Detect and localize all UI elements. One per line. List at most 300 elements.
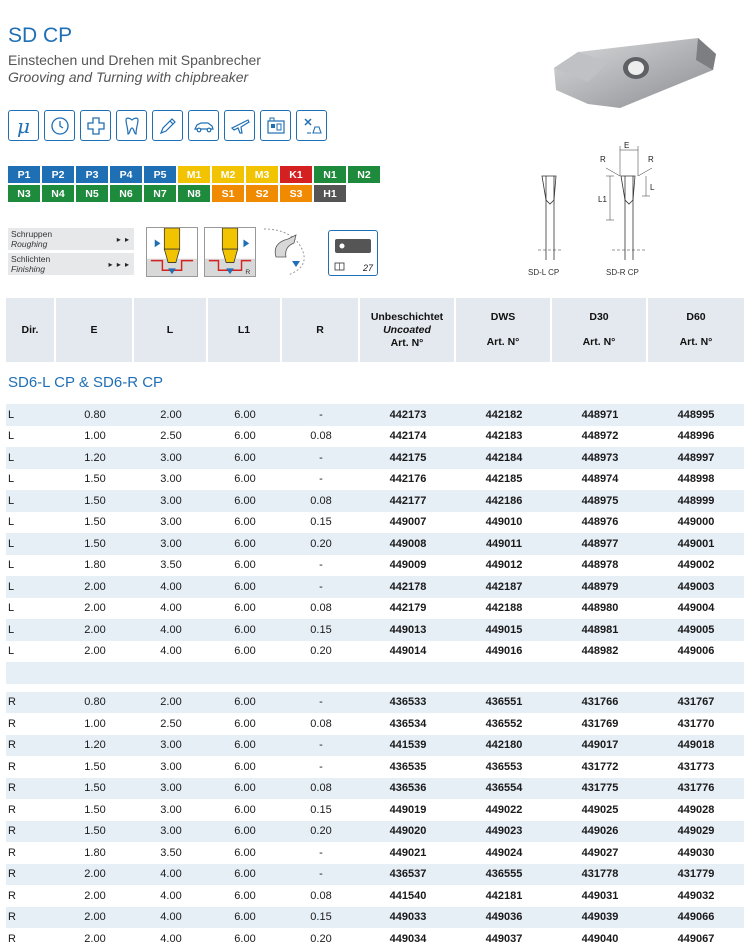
cell-l: 2.50: [160, 717, 182, 730]
cell-b: 436554: [485, 782, 523, 795]
material-chip-h1: H1: [314, 185, 346, 202]
cell-dir: R: [8, 846, 16, 859]
cell-dir: R: [8, 825, 16, 838]
cell-a: 442178: [389, 580, 427, 593]
cell-b: 449024: [485, 846, 523, 859]
header-uncoated-en: Uncoated: [383, 323, 431, 336]
cell-b: 436551: [485, 696, 523, 709]
cell-d: 449005: [677, 623, 715, 636]
cell-l: 4.00: [160, 868, 182, 881]
cell-l1: 6.00: [234, 602, 256, 615]
header-uncoated-de: Unbeschichtet: [370, 310, 444, 323]
cell-r: -: [319, 451, 323, 464]
cell-l1: 6.00: [234, 889, 256, 902]
clock-icon: [44, 110, 75, 141]
cell-d: 449004: [677, 602, 715, 615]
cell-b: 449023: [485, 825, 523, 838]
subtitle-english: Grooving and Turning with chipbreaker: [8, 69, 249, 85]
svg-text:R: R: [600, 155, 606, 164]
material-chip-n4: N4: [42, 185, 74, 202]
cell-l: 4.00: [160, 645, 182, 658]
cell-c: 449039: [581, 911, 619, 924]
cell-e: 1.80: [84, 559, 106, 572]
cell-a: 449033: [389, 911, 427, 924]
cell-b: 442186: [485, 494, 523, 507]
cell-l: 3.00: [160, 473, 182, 486]
cell-l: 4.00: [160, 932, 182, 945]
cell-e: 2.00: [84, 932, 106, 945]
svg-text:R: R: [245, 269, 251, 276]
header-d30-art: Art. N°: [582, 336, 616, 348]
cell-e: 2.00: [84, 580, 106, 593]
cell-l1: 6.00: [234, 451, 256, 464]
cell-d: 449018: [677, 739, 715, 752]
roughing-arrows-icon: ▸ ▸: [116, 234, 130, 244]
drawing-label-left: SD-L CP: [528, 268, 560, 277]
material-chip-n2: N2: [348, 166, 380, 183]
cell-l1: 6.00: [234, 408, 256, 421]
article-table: [6, 404, 744, 950]
cell-r: 0.08: [310, 717, 332, 730]
table-row: [6, 533, 744, 555]
cell-d: 431773: [677, 760, 715, 773]
table-row: [6, 885, 744, 907]
product-insert-image: [548, 30, 718, 110]
cell-dir: L: [8, 494, 15, 507]
material-chip-n6: N6: [110, 185, 142, 202]
table-row: [6, 598, 744, 620]
material-chip-n8: N8: [178, 185, 210, 202]
material-chip-n5: N5: [76, 185, 108, 202]
cell-dir: R: [8, 803, 16, 816]
table-row: [6, 426, 744, 448]
cell-c: 448974: [581, 473, 619, 486]
cell-l: 3.00: [160, 825, 182, 838]
table-row: [6, 756, 744, 778]
svg-text:L1: L1: [598, 195, 607, 204]
cell-d: 431767: [677, 696, 715, 709]
material-chip-n7: N7: [144, 185, 176, 202]
header-dws-label: DWS: [490, 311, 516, 323]
material-chip-n1: N1: [314, 166, 346, 183]
cell-l1: 6.00: [234, 696, 256, 709]
application-icons: [8, 110, 327, 141]
finishing-row: [8, 253, 134, 275]
material-chip-s3: S3: [280, 185, 312, 202]
cell-l1: 6.00: [234, 537, 256, 550]
medical-cross-icon: [80, 110, 111, 141]
cell-e: 1.50: [84, 825, 106, 838]
header-l1: L1: [208, 298, 282, 362]
table-row: [6, 735, 744, 757]
cell-dir: L: [8, 602, 15, 615]
table-row: [6, 821, 744, 843]
cell-r: 0.15: [310, 911, 332, 924]
cell-c: 448971: [581, 408, 619, 421]
table-row: [6, 842, 744, 864]
header-dws-art: Art. N°: [486, 336, 520, 348]
material-chip-n3: N3: [8, 185, 40, 202]
chipbreaker-page-number: 27: [362, 263, 373, 273]
table-header: [6, 298, 744, 362]
cell-dir: L: [8, 537, 15, 550]
table-row: [6, 778, 744, 800]
cell-e: 2.00: [84, 623, 106, 636]
material-grid: [8, 166, 380, 204]
cell-r: -: [319, 408, 323, 421]
cell-a: 442175: [389, 451, 427, 464]
cell-b: 442182: [485, 408, 523, 421]
cell-dir: L: [8, 623, 15, 636]
cell-r: 0.20: [310, 645, 332, 658]
cell-d: 449003: [677, 580, 715, 593]
cell-d: 449029: [677, 825, 715, 838]
cell-d: 449067: [677, 932, 715, 945]
cell-l1: 6.00: [234, 645, 256, 658]
cell-e: 2.00: [84, 911, 106, 924]
cell-l: 3.00: [160, 760, 182, 773]
header-d60: [648, 298, 744, 362]
svg-text:L: L: [650, 183, 655, 192]
roughing-row: [8, 228, 134, 250]
page-title: SD CP: [8, 24, 73, 47]
cell-b: 449037: [485, 932, 523, 945]
material-row-2: [8, 185, 380, 202]
cell-b: 442185: [485, 473, 523, 486]
cell-d: 431779: [677, 868, 715, 881]
table-row: [6, 576, 744, 598]
cell-l1: 6.00: [234, 430, 256, 443]
cell-dir: L: [8, 559, 15, 572]
header-uncoated-art: Art. N°: [390, 336, 424, 349]
cell-c: 431772: [581, 760, 619, 773]
cell-l1: 6.00: [234, 559, 256, 572]
cell-e: 1.50: [84, 803, 106, 816]
cell-d: 431776: [677, 782, 715, 795]
cell-r: -: [319, 846, 323, 859]
cell-b: 442188: [485, 602, 523, 615]
cell-e: 0.80: [84, 696, 106, 709]
cell-l: 3.00: [160, 516, 182, 529]
cell-d: 448999: [677, 494, 715, 507]
cell-r: -: [319, 739, 323, 752]
cell-r: 0.15: [310, 623, 332, 636]
cell-e: 0.80: [84, 408, 106, 421]
cell-d: 448997: [677, 451, 715, 464]
cell-d: 449028: [677, 803, 715, 816]
cell-dir: L: [8, 580, 15, 593]
cell-l: 4.00: [160, 602, 182, 615]
material-chip-p3: P3: [76, 166, 108, 183]
cell-c: 431778: [581, 868, 619, 881]
cell-l1: 6.00: [234, 623, 256, 636]
cell-c: 448980: [581, 602, 619, 615]
table-row: [6, 555, 744, 577]
material-chip-p4: P4: [110, 166, 142, 183]
cell-a: 442179: [389, 602, 427, 615]
cell-b: 449015: [485, 623, 523, 636]
table-row: [6, 404, 744, 426]
cell-l: 3.00: [160, 739, 182, 752]
cell-e: 2.00: [84, 889, 106, 902]
cell-l1: 6.00: [234, 580, 256, 593]
cell-c: 448981: [581, 623, 619, 636]
cell-a: 442174: [389, 430, 427, 443]
material-chip-s2: S2: [246, 185, 278, 202]
finishing-arrows-icon: ▸ ▸ ▸: [108, 259, 130, 269]
table-row: [6, 928, 744, 950]
cell-e: 2.00: [84, 602, 106, 615]
material-chip-p5: P5: [144, 166, 176, 183]
operation-icons: [146, 227, 314, 277]
cell-c: 448982: [581, 645, 619, 658]
table-gap: [6, 684, 744, 692]
pen-icon: [152, 110, 183, 141]
cell-b: 442181: [485, 889, 523, 902]
cell-l: 4.00: [160, 911, 182, 924]
cell-l1: 6.00: [234, 825, 256, 838]
airplane-icon: [224, 110, 255, 141]
cell-e: 1.50: [84, 537, 106, 550]
cell-l1: 6.00: [234, 760, 256, 773]
cell-a: 442177: [389, 494, 427, 507]
material-row-1: [8, 166, 380, 183]
cell-a: 442173: [389, 408, 427, 421]
cell-b: 442180: [485, 739, 523, 752]
material-chip-m2: M2: [212, 166, 244, 183]
header-dws: [456, 298, 552, 362]
cell-a: 449013: [389, 623, 427, 636]
header-l: L: [134, 298, 208, 362]
cell-c: 449017: [581, 739, 619, 752]
machining-mode-legend: [8, 228, 134, 278]
material-chip-m1: M1: [178, 166, 210, 183]
cell-a: 436536: [389, 782, 427, 795]
table-row: [6, 619, 744, 641]
cell-d: 449006: [677, 645, 715, 658]
cell-l1: 6.00: [234, 782, 256, 795]
svg-text:R: R: [648, 155, 654, 164]
cell-b: 449036: [485, 911, 523, 924]
header-d30-label: D30: [589, 311, 609, 323]
cell-r: 0.08: [310, 782, 332, 795]
cell-r: -: [319, 473, 323, 486]
cell-c: 448977: [581, 537, 619, 550]
cell-r: 0.08: [310, 602, 332, 615]
cell-r: 0.15: [310, 516, 332, 529]
cell-c: 449031: [581, 889, 619, 902]
cell-l1: 6.00: [234, 868, 256, 881]
finishing-label-de: Schlichten: [11, 254, 51, 264]
table-row: [6, 713, 744, 735]
cell-d: 448998: [677, 473, 715, 486]
cell-l: 2.50: [160, 430, 182, 443]
grooving-operation-icon: [146, 227, 198, 277]
cell-a: 436537: [389, 868, 427, 881]
cell-c: 431775: [581, 782, 619, 795]
cell-dir: R: [8, 868, 16, 881]
cell-e: 1.50: [84, 494, 106, 507]
cell-l1: 6.00: [234, 473, 256, 486]
cell-a: 442176: [389, 473, 427, 486]
cell-b: 449016: [485, 645, 523, 658]
cell-dir: R: [8, 696, 16, 709]
cell-b: 449011: [485, 537, 523, 550]
header-d60-art: Art. N°: [679, 336, 713, 348]
cell-e: 2.00: [84, 868, 106, 881]
cell-c: 449040: [581, 932, 619, 945]
cell-e: 2.00: [84, 645, 106, 658]
cell-l: 2.00: [160, 696, 182, 709]
cell-l1: 6.00: [234, 911, 256, 924]
cell-r: 0.20: [310, 932, 332, 945]
cell-c: 448972: [581, 430, 619, 443]
cell-l1: 6.00: [234, 516, 256, 529]
cell-dir: R: [8, 932, 16, 945]
cell-b: 442184: [485, 451, 523, 464]
cell-r: 0.20: [310, 537, 332, 550]
header-d60-label: D60: [686, 311, 706, 323]
cell-c: 431766: [581, 696, 619, 709]
cell-a: 449014: [389, 645, 427, 658]
table-row: [6, 692, 744, 714]
cell-e: 1.50: [84, 760, 106, 773]
cell-dir: R: [8, 760, 16, 773]
turning-operation-icon: [204, 227, 256, 277]
cell-r: 0.20: [310, 825, 332, 838]
cell-dir: L: [8, 408, 15, 421]
cell-r: 0.08: [310, 430, 332, 443]
table-row: [6, 799, 744, 821]
cell-b: 436555: [485, 868, 523, 881]
cell-d: 431770: [677, 717, 715, 730]
cell-d: 449032: [677, 889, 715, 902]
cell-e: 1.00: [84, 430, 106, 443]
cell-dir: L: [8, 473, 15, 486]
table-row: [6, 490, 744, 512]
cell-b: 449022: [485, 803, 523, 816]
cell-dir: R: [8, 782, 16, 795]
cell-e: 1.80: [84, 846, 106, 859]
cell-c: 431769: [581, 717, 619, 730]
cell-b: 449010: [485, 516, 523, 529]
section-title: SD6-L CP & SD6-R CP: [8, 374, 164, 391]
cell-b: 442183: [485, 430, 523, 443]
car-icon: [188, 110, 219, 141]
cell-l: 4.00: [160, 889, 182, 902]
cell-a: 436535: [389, 760, 427, 773]
cell-dir: L: [8, 645, 15, 658]
cell-c: 449027: [581, 846, 619, 859]
cell-e: 1.20: [84, 451, 106, 464]
cell-d: 449030: [677, 846, 715, 859]
technical-drawing: [510, 140, 670, 285]
cell-l: 3.00: [160, 451, 182, 464]
cell-a: 449009: [389, 559, 427, 572]
cell-b: 436552: [485, 717, 523, 730]
cell-a: 449007: [389, 516, 427, 529]
cell-d: 449001: [677, 537, 715, 550]
cell-l1: 6.00: [234, 932, 256, 945]
material-chip-p2: P2: [42, 166, 74, 183]
micro-icon: μ: [8, 110, 39, 141]
table-row: [6, 864, 744, 886]
cell-r: 0.15: [310, 803, 332, 816]
material-chip-s1: S1: [212, 185, 244, 202]
material-chip-p1: P1: [8, 166, 40, 183]
cell-c: 448973: [581, 451, 619, 464]
table-row: [6, 907, 744, 929]
header-uncoated: [360, 298, 456, 362]
profiling-operation-icon: [262, 227, 314, 277]
cell-l: 3.00: [160, 494, 182, 507]
cell-l1: 6.00: [234, 494, 256, 507]
cell-l1: 6.00: [234, 739, 256, 752]
cell-c: 449025: [581, 803, 619, 816]
subtitle-german: Einstechen und Drehen mit Spanbrecher: [8, 52, 261, 68]
cell-c: 448978: [581, 559, 619, 572]
cell-l: 3.00: [160, 782, 182, 795]
cell-l1: 6.00: [234, 803, 256, 816]
cell-a: 441540: [389, 889, 427, 902]
header-e: E: [56, 298, 134, 362]
cell-d: 448995: [677, 408, 715, 421]
tooth-icon: [116, 110, 147, 141]
tools-icon: [296, 110, 327, 141]
cell-e: 1.00: [84, 717, 106, 730]
cell-dir: R: [8, 739, 16, 752]
material-chip-k1: K1: [280, 166, 312, 183]
table-row: [6, 512, 744, 534]
cell-a: 449008: [389, 537, 427, 550]
cell-a: 449019: [389, 803, 427, 816]
roughing-label-en: Roughing: [11, 239, 48, 249]
cell-e: 1.50: [84, 516, 106, 529]
cell-l: 4.00: [160, 623, 182, 636]
cell-b: 436553: [485, 760, 523, 773]
cell-a: 449034: [389, 932, 427, 945]
cell-d: 449066: [677, 911, 715, 924]
cell-dir: R: [8, 911, 16, 924]
cell-e: 1.50: [84, 473, 106, 486]
cell-d: 449000: [677, 516, 715, 529]
cell-r: -: [319, 760, 323, 773]
header-dir: Dir.: [6, 298, 56, 362]
svg-text:E: E: [624, 141, 630, 150]
cell-c: 449026: [581, 825, 619, 838]
header-d30: [552, 298, 648, 362]
cell-l: 4.00: [160, 580, 182, 593]
cell-e: 1.50: [84, 782, 106, 795]
cell-dir: R: [8, 889, 16, 902]
cell-dir: L: [8, 451, 15, 464]
cell-a: 449021: [389, 846, 427, 859]
chipbreaker-reference: [328, 230, 378, 276]
cell-r: -: [319, 868, 323, 881]
cell-d: 448996: [677, 430, 715, 443]
cell-l: 3.50: [160, 846, 182, 859]
cell-r: -: [319, 696, 323, 709]
header-r: R: [282, 298, 360, 362]
cell-l: 3.00: [160, 537, 182, 550]
cell-d: 449002: [677, 559, 715, 572]
drawing-label-right: SD-R CP: [606, 268, 639, 277]
roughing-label-de: Schruppen: [11, 229, 53, 239]
cell-r: -: [319, 559, 323, 572]
cell-dir: R: [8, 717, 16, 730]
cell-l: 2.00: [160, 408, 182, 421]
table-row: [6, 469, 744, 491]
